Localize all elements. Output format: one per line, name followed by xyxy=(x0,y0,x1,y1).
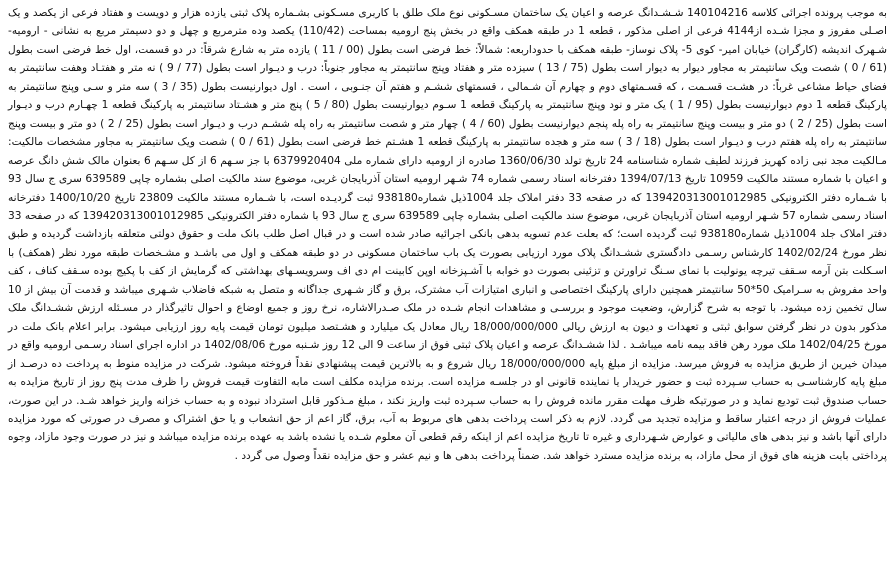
auction-notice-text: به موجب پرونده اجرائی کلاسه 140104216 شـشـدانگ عرصه و اعیان یک ساختمان مسـکونی نوع ملک طلق با کاربری مسـکونی بشـماره پلاک ثبتی یازده هزار و دویست و هفتاد فرعی از یکصد و یک اصـلی مفروز و مجزا شـده از4144 فرعی از اصلی مذکور ، قطعه 1 در طبقه همکف واقع در بخش پنج ارومیه بمساحت (110/42) یکصد وده مترمربع و چهل و دو دسیمتر مربع به نشانی - ارومیه- شـهرک اندیشه (کارگران) خیابان امیر- کوی 5- پلاک نوساز- طبقه همکف با حدوداربعه: شمالاً: خط فرضی است بطول (00 / 11 ) یازده متر به شارع شرقاً: در دو قسمت، اول خط فرضی است بطول (61 / 0 ) شصت ویک سانتیمتر به مجاور دیوار به دیوار است بطول (75 / 13 ) سیزده متر و هفتاد وپنج سانتیمتر به مجاور جنوباً: درب و دیـوار است بطول (77 / 9 ) نه متر و هفتـاد وهفت سانتیمتر به فضای حیاط مشاعی غرباً: در هشـت قسـمت ، که قسـمتهای دوم و چهارم آن شـمالی ، قسمتهای ششـم و هفتم آن جنـوبی ، است . اول دیوارنیست بطول (35 / 3 ) سه متر و سـی وپنج سانتیمتر به پارکینگ قطعه 1 دوم دیوارنیست بطول (95 / 1 ) یک متر و نود وپنج سانتیمتر به پارکینگ قطعه 1 سـوم دیوارنیست بطول (80 / 5 ) پنج متر و هشـتاد سانتیمتر به پارکینگ قطعه 1 چهـارم درب و دیـوار است بطول (25 / 2 ) دو متر و بیست وپنج سانتیمتر به راه پله پنجم دیوارنیست بطول (60 / 4 ) چهار متر و شصت سانتیمتر به راه پله ششـم درب و دیـوار است بطول (25 / 2 ) دو متر و بیست وپنج سانتیمتر به راه پله هفتم درب و دیـوار است بطول (18 / 3 ) سه متر و هجده سانتیمتر به پارکینگ قطعه 1 هشـتم خط فرضی است بطول (61 / 0 ) شصت ویک سانتیمتر به مجاور مشخصات مالکیت: مـالکیت مجد نبی زاده کهریز فرزند لطیف شماره شناسنامه 24 تاریخ تولد 1360/06/30 صادره از ارومیه دارای شماره ملی 6379920404 با جز سـهم 6 از کل سـهم 6 بعنوان مالک شش دانگ عرصه و اعیان با شماره مستند مالکیت 10959 تاریخ 1394/07/13 دفترخانه اسناد رسمی شماره 74 شـهر ارومیه استان آذربایجان غربی، موضوع سند مالکیت اصلی بشماره چاپی 639589 سری ج سال 93 با شـماره دفتر الکترونیکی 139420313001012985 که در صفحه 33 دفتر املاک جلد 1004ذیل شماره938180 ثبت گردیـده است، با شـماره مستند مالکیت 23809 تاریخ 1400/10/20 دفترخانه اسناد رسمی شماره 57 شـهر ارومیه استان آذربایجان غربی، موضوع سند مالکیت اصلی بشماره چاپی 639589 سری ج سال 93 با شماره دفتر الکترونیکی 139420313001012985 که در صفحه 33 دفتر املاک جلد 1004ذیل شماره938180 ثبت گردیده است؛ که بعلت عدم تسویه بدهی بانکی اجرائیه صادر شده است و در قبال اصل طلب بانک ملت و حقوق دولتی متعلقه بازداشت گردیده و طبق نظر مورخ 1402/02/24 کارشناس رسـمی دادگستری ششـدانگ پلاک مورد ارزیابی بصورت یک باب ساختمان مسکونی در دو طبقه همکف و اول می باشـد و مشـخصات طبقه مورد نظر (همکف) با اسـکلت بتن آرمه سـقف تیرچه یونولیت با نمای سـنگ تراورتن و تزئینی بصورت دو خوابه با آشـپزخانه اوپن کابینت ام دی اف وسرویسـهای بهداشتی که گرمایش از کف با پکیج بوده سـقف کناف ، کف واحد مفروش به سـرامیک 50*50 سانتیمتر همچنین دارای پارکینگ اختصاصی و انباری امتیازات آب مشترک، برق و گاز شـهری جداگانه و متصل به شبکه فاضلاب شـهری میباشد و قدمت آن بیش از 10 سال تخمین زده میشود. با توجه به شرح گزارش، وضعیت موجود و بررسـی و مشاهدات انجام شـده در ملک صـدرالاشاره، نرخ روز و جمیع اوضاع و احوال تاثیرگذار در مسـئله ارزش ششـدانگ ملک مذکور بدون در نظر گرفتن سوابق ثبتی و تعهدات و دیون به ارزش ریالی 18/000/000/000 ریال معادل یک میلیارد و هشـتصد میلیون تومان قیمت پایه روز ارزیابی میشود. برابر اعلام بانک ملت در مورخ 1402/04/25 ملک مورد رهن فاقد بیمه نامه میباشـد . لذا ششـدانگ عرصه و اعیان پلاک ثبتی فوق از ساعت 9 الی 12 روز شـنبه مورخ 1402/08/06 در اداره اجرای اسناد رسـمی ارومیه واقع در میدان خیرین از طریق مزایده به فروش میرسد. مزایده از مبلغ پایه 18/000/000/000 ریال شروع و به بالاترین قیمت پیشنهادی نقداً فروخته میشود. شرکت در مزایده منوط به پرداخت ده درصـد از مبلغ پایه کارشناسـی به حساب سـپرده ثبت و حضور خریدار یا نماینده قانونی او در جلسـه مزایده است. برنده مزایده مکلف است مابه التفاوت قیمت فروش را ظرف مدت پنج روز از تاریخ مزایده به حساب صندوق ثبت تودیع نماید و در صورتیکه ظرف مهلت مقرر مانده فروش را به حساب سـپرده ثبت واریز نکند ، مبلغ مـذکور قابل استرداد نبوده و به حساب خزانه واریز خواهد شـد. در این صورت، عملیات فروش از درجه اعتبار ساقط و مزایده تجدید می گردد. لازم به ذکر است پرداخت بدهی های مربوط به آب، برق، گاز اعم از حق انشعاب و یا حق اشتراک و مصرف در صورتی که مورد مزایده دارای آنها باشد و نیز بدهی های مالیاتی و عوارض شـهرداری و غیره تا تاریخ مزایده اعم از اینکه رقم قطعی آن معلوم شـده یا نشده باشد به عهده برنده مزایده میباشد و نیز در صورت وجود مازاد، وجوه پرداختی بابت هزینه های فوق از محل مازاد، به برنده مزایده مسترد خواهد شد. ضمناً پرداخت بدهی ها و نیم عشر و حق مزایده نقداً وصول می گردد . xyxy=(8,7,888,462)
